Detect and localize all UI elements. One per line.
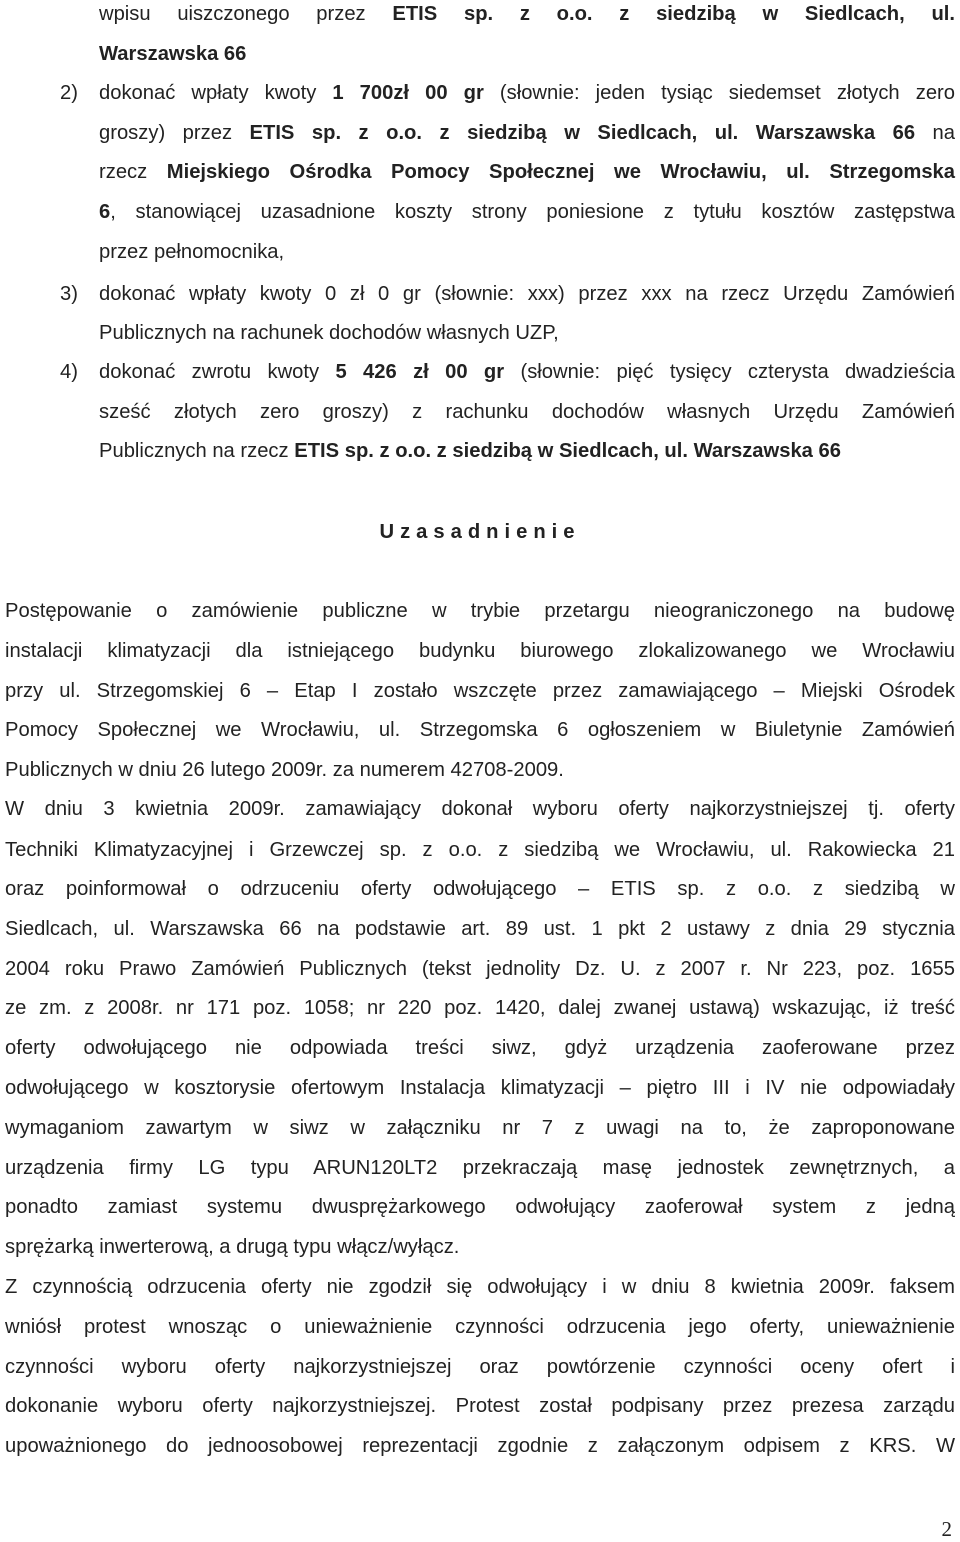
- list-line: sześć złotych zero groszy) z rachunku dochodów własnych Urzędu Zamówień: [99, 401, 955, 423]
- text-run: groszy) przez: [99, 122, 250, 144]
- bold-run: 6: [99, 201, 111, 223]
- body-line: ze zm. z 2008r. nr 171 poz. 1058; nr 220 poz. 1420, dalej zwanej ustawą) wskazując, iż treść: [5, 997, 955, 1019]
- body-line: Postępowanie o zamówienie publiczne w trybie przetargu nieograniczonego na budowę: [5, 600, 955, 622]
- body-line: upoważnionego do jednoosobowej reprezentacji zgodnie z załączonym odpisem z KRS. W: [5, 1435, 955, 1457]
- list-line: [99, 159, 955, 185]
- body-line: dokonanie wyboru oferty najkorzystniejszej. Protest został podpisany przez prezesa zarządu: [5, 1395, 955, 1417]
- body-line: Publicznych w dniu 26 lutego 2009r. za numerem 42708-2009.: [5, 759, 564, 781]
- bold-run: 5 426 zł 00 gr: [335, 361, 505, 383]
- bold-run: Miejskiego Ośrodka Pomocy Społecznej we Wrocławiu, ul. Strzegomska: [166, 161, 955, 183]
- body-line: Techniki Klimatyzacyjnej i Grzewczej sp. z o.o. z siedzibą we Wrocławiu, ul. Rakowiecka 21: [5, 839, 955, 861]
- list-line: [99, 120, 955, 146]
- bold-run: ETIS sp. z o.o. z siedzibą w Siedlcach, ul.: [392, 3, 956, 25]
- body-line: Pomocy Społecznej we Wrocławiu, ul. Strzegomska 6 ogłoszeniem w Biuletynie Zamówień: [5, 719, 955, 741]
- text-run: (słownie: jeden tysiąc siedemset złotych zero: [483, 82, 955, 104]
- bold-run: Warszawska 66: [99, 43, 247, 65]
- body-line: sprężarką inwerterową, a drugą typu włącz/wyłącz.: [5, 1236, 460, 1258]
- list-line: [99, 41, 955, 67]
- text-run: , stanowiącej uzasadnione koszty strony poniesione z tytułu kosztów zastępstwa: [110, 201, 955, 223]
- list-line: [99, 438, 955, 464]
- list-number: 4): [60, 361, 78, 383]
- list-number: 2): [60, 82, 78, 104]
- body-line: Z czynnością odrzucenia oferty nie zgodził się odwołujący i w dniu 8 kwietnia 2009r. faksem: [5, 1276, 955, 1298]
- text-run: Publicznych na rzecz: [99, 440, 295, 462]
- text-run: rzecz: [99, 161, 167, 183]
- bold-run: ETIS sp. z o.o. z siedzibą w Siedlcach, ul. Warszawska 66: [294, 440, 841, 462]
- body-line: odwołującego w kosztorysie ofertowym Instalacja klimatyzacji – piętro III i IV nie odpowiadały: [5, 1077, 955, 1099]
- list-line: dokonać wpłaty kwoty 0 zł 0 gr (słownie: xxx) przez xxx na rzecz Urzędu Zamówień: [99, 283, 955, 305]
- text-run: na: [915, 122, 955, 144]
- list-line: przez pełnomocnika,: [99, 241, 285, 263]
- text-run: wpisu uiszczonego przez: [99, 3, 393, 25]
- body-line: 2004 roku Prawo Zamówień Publicznych (tekst jednolity Dz. U. z 2007 r. Nr 223, poz. 1655: [5, 958, 955, 980]
- body-line: oraz poinformował o odrzuceniu oferty odwołującego – ETIS sp. z o.o. z siedzibą w: [5, 878, 955, 900]
- list-number: 3): [60, 283, 78, 305]
- list-line: Publicznych na rachunek dochodów własnych UZP,: [99, 322, 559, 344]
- body-line: oferty odwołującego nie odpowiada treści siwz, gdyż urządzenia zaoferowane przez: [5, 1037, 955, 1059]
- list-line: [99, 199, 955, 225]
- bold-run: 1 700zł 00 gr: [332, 82, 484, 104]
- section-heading: Uzasadnienie: [379, 521, 581, 543]
- bold-run: ETIS sp. z o.o. z siedzibą w Siedlcach, ul. Warszawska 66: [249, 122, 916, 144]
- body-line: wymaganiom zawartym w siwz w załączniku nr 7 z uwagi na to, że zaproponowane: [5, 1117, 955, 1139]
- list-line: [99, 80, 955, 106]
- text-run: dokonać wpłaty kwoty: [99, 82, 333, 104]
- text-run: (słownie: pięć tysięcy czterysta dwadzieścia: [504, 361, 956, 383]
- body-line: wniósł protest wnosząc o unieważnienie czynności odrzucenia jego oferty, unieważnienie: [5, 1316, 955, 1338]
- page-number: 2: [941, 1517, 952, 1541]
- list-line: [99, 359, 955, 385]
- body-line: W dniu 3 kwietnia 2009r. zamawiający dokonał wyboru oferty najkorzystniejszej tj. oferty: [5, 798, 955, 820]
- body-line: ponadto zamiast systemu dwusprężarkowego odwołujący zaoferował system z jedną: [5, 1196, 955, 1218]
- body-line: urządzenia firmy LG typu ARUN120LT2 przekraczają masę jednostek zewnętrznych, a: [5, 1157, 955, 1179]
- text-run: dokonać zwrotu kwoty: [99, 361, 336, 383]
- body-line: Siedlcach, ul. Warszawska 66 na podstawie art. 89 ust. 1 pkt 2 ustawy z dnia 29 stycznia: [5, 918, 955, 940]
- body-line: instalacji klimatyzacji dla istniejącego budynku biurowego zlokalizowanego we Wrocławiu: [5, 640, 955, 662]
- list-line: [99, 1, 955, 27]
- body-line: czynności wyboru oferty najkorzystniejszej oraz powtórzenie czynności oceny ofert i: [5, 1356, 955, 1378]
- body-line: przy ul. Strzegomskiej 6 – Etap I zostało wszczęte przez zamawiającego – Miejski Ośrodek: [5, 680, 955, 702]
